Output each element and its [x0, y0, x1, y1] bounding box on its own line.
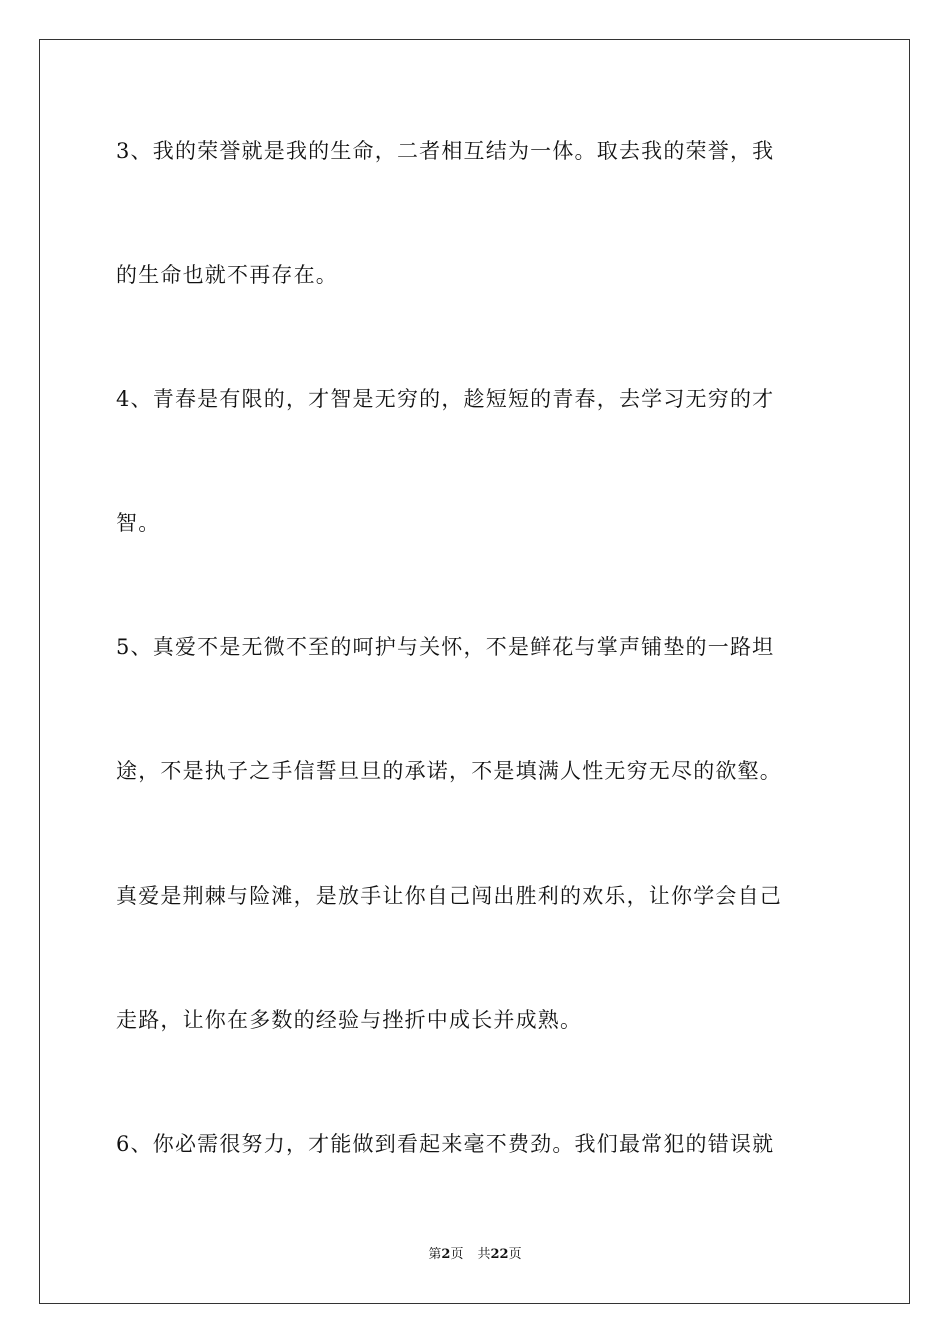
text-line: 走路，让你在多数的经验与挫折中成长并成熟。 [116, 1008, 583, 1032]
text-line: 真爱是荆棘与险滩，是放手让你自己闯出胜利的欢乐，让你学会自己 [116, 884, 782, 908]
text-line: 3、我的荣誉就是我的生命，二者相互结为一体。取去我的荣誉，我 [116, 139, 775, 163]
text-line: 智。 [116, 511, 161, 535]
total-suffix: 页 [508, 1247, 522, 1262]
page-prefix: 第 [428, 1247, 442, 1262]
text-line: 4、青春是有限的，才智是无穷的，趁短短的青春，去学习无穷的才 [116, 387, 775, 411]
text-line: 6、你必需很努力，才能做到看起来毫不费劲。我们最常犯的错误就 [116, 1132, 775, 1156]
page-footer [0, 1246, 950, 1264]
total-pages: 22 [490, 1247, 509, 1262]
text-line: 5、真爱不是无微不至的呵护与关怀，不是鲜花与掌声铺垫的一路坦 [116, 635, 775, 659]
page-border [39, 39, 910, 1304]
page-suffix: 页 [450, 1247, 464, 1262]
total-prefix: 共 [477, 1247, 491, 1262]
text-line: 的生命也就不再存在。 [116, 263, 338, 287]
page-number: 2 [441, 1247, 451, 1262]
text-line: 途，不是执子之手信誓旦旦的承诺，不是填满人性无穷无尽的欲壑。 [116, 759, 782, 783]
